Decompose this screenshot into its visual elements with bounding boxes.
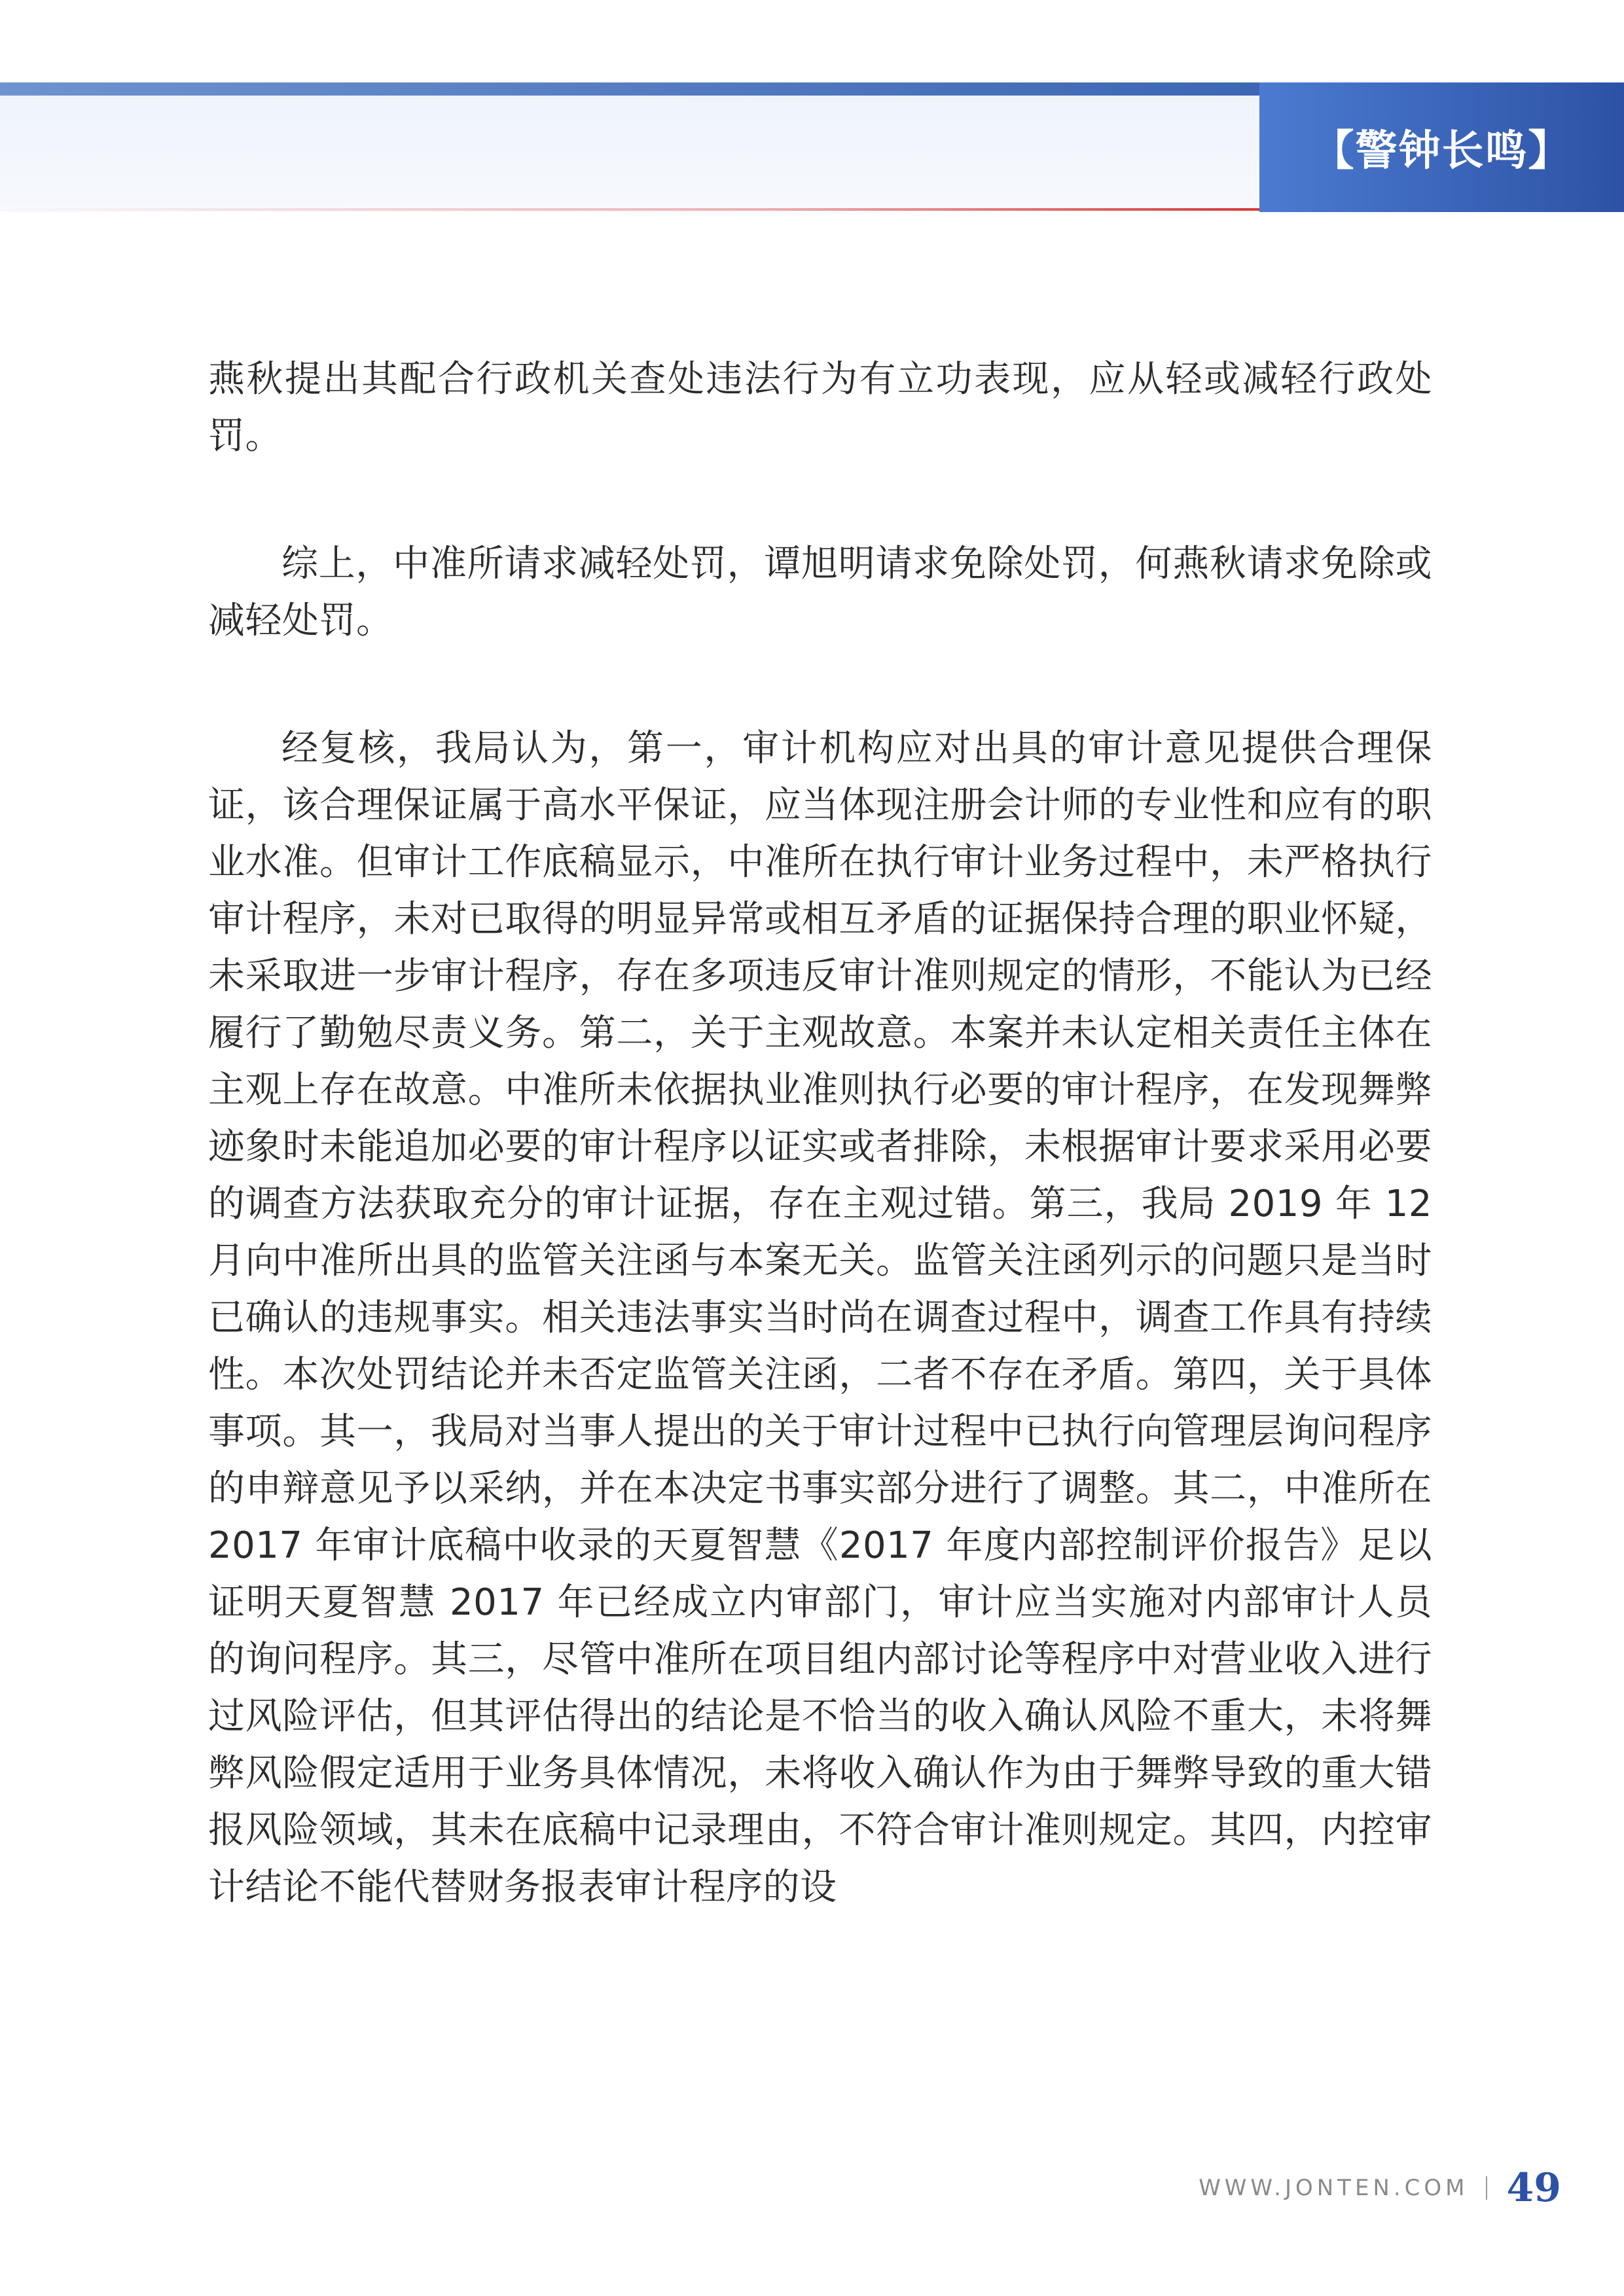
paragraph: 燕秋提出其配合行政机关查处违法行为有立功表现，应从轻或减轻行政处罚。	[208, 358, 1432, 457]
header-bottom-accent-line	[0, 208, 1259, 211]
page-footer	[1199, 2159, 1561, 2217]
header-top-accent-line	[0, 82, 1259, 96]
header-band	[0, 82, 1259, 212]
footer-divider	[1486, 2176, 1487, 2200]
section-tab	[1259, 82, 1624, 212]
paragraph: 综上，中准所请求减轻处罚，谭旭明请求免除处罚，何燕秋请求免除或减轻处罚。	[208, 543, 1432, 642]
website-url: WWW.JONTEN.COM	[1199, 2175, 1469, 2201]
article-body	[208, 351, 1432, 1916]
page-number: 49	[1506, 2165, 1561, 2211]
section-label: 【警钟长鸣】	[1312, 126, 1572, 175]
paragraph: 经复核，我局认为，第一，审计机构应对出具的审计意见提供合理保证，该合理保证属于高水平保证，应当体现注册会计师的专业性和应有的职业水准。但审计工作底稿显示，中准所在执行审计业务过程中，未严格执行审计程序，未对已取得的明显异常或相互矛盾的证据保持合理的职业怀疑，未采取进一步审计程序，存在多项违反审计准则规定的情形，不能认为已经履行了勤勉尽责义务。第二，关于主观故意。本案并未认定相关责任主体在主观上存在故意。中准所未依据执业准则执行必要的审计程序，在发现舞弊迹象时未能追加必要的审计程序以证实或者排除，未根据审计要求采用必要的调查方法获取充分的审计证据，存在主观过错。第三，我局 2019 年 12 月向中准所出具的监管关注函与本案无关。监管关注函列示的问题只是当时已确认的违规事实。相关违法事实当时尚在调查过程中，调查工作具有持续性。本次处罚结论并未否定监管关注函，二者不存在矛盾。第四，关于具体事项。其一，我局对当事人提出的关于审计过程中已执行向管理层询问程序的申辩意见予以采纳，并在本决定书事实部分进行了调整。其二，中准所在 2017 年审计底稿中收录的天夏智慧《2017 年度内部控制评价报告》足以证明天夏智慧 2017 年已经成立内审部门，审计应当实施对内部审计人员的询问程序。其三，尽管中准所在项目组内部讨论等程序中对营业收入进行过风险评估，但其评估得出的结论是不恰当的收入确认风险不重大，未将舞弊风险假定适用于业务具体情况，未将收入确认作为由于舞弊导致的重大错报风险领域，其未在底稿中记录理由，不符合审计准则规定。其四，内控审计结论不能代替财务报表审计程序的设	[208, 727, 1432, 1909]
